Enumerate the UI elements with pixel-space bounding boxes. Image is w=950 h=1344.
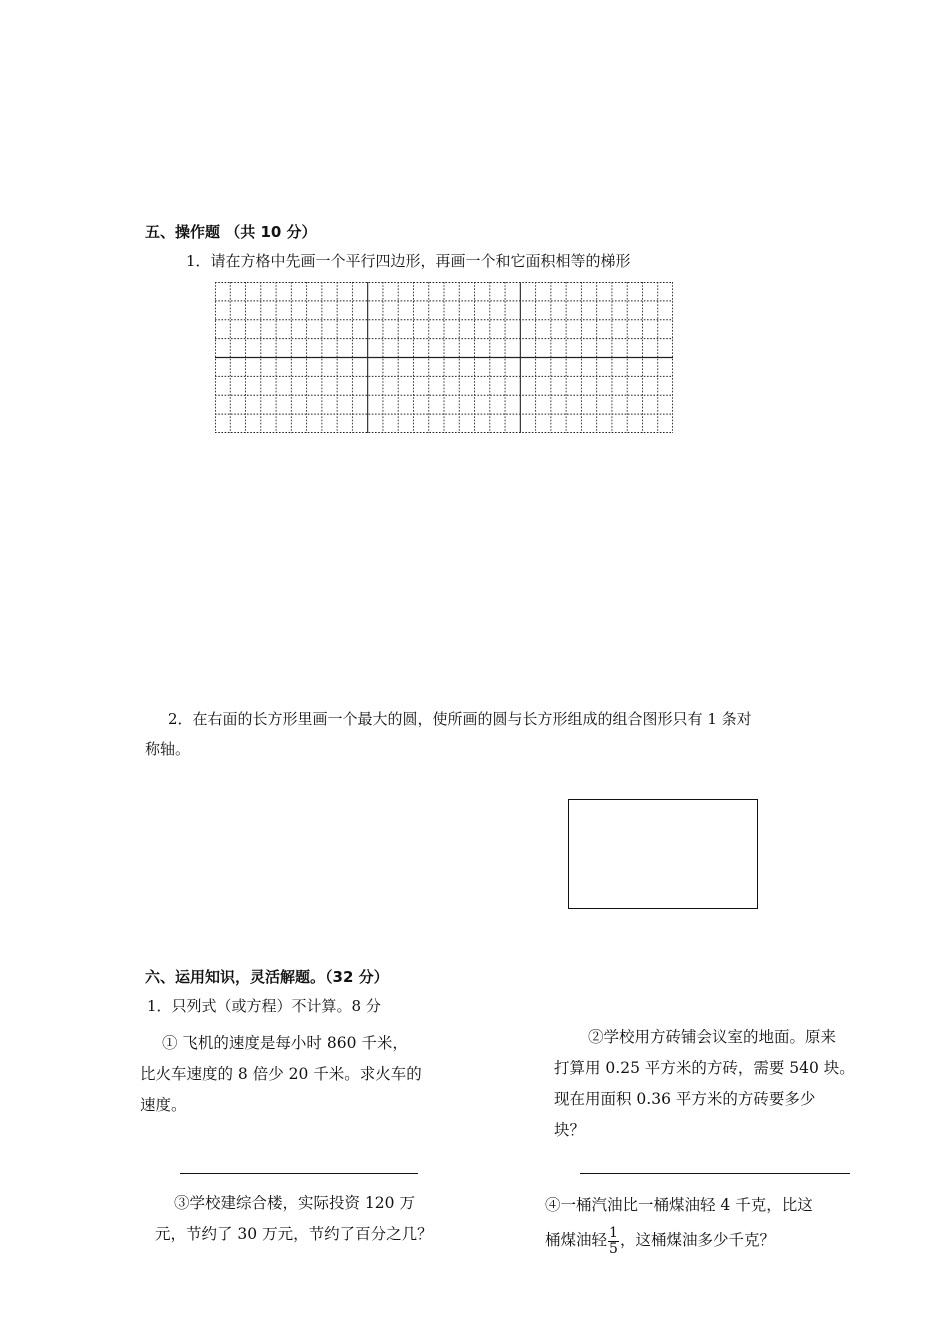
- problem-1: [140, 1028, 460, 1121]
- fraction-one-fifth: [608, 1226, 619, 1257]
- problem-4-line1: ④一桶汽油比一桶煤油轻 4 千克，比这: [545, 1196, 813, 1214]
- problem-2-line4: 块？: [554, 1121, 586, 1139]
- problem-2: [554, 1022, 854, 1146]
- problem-4-line2-pre: 桶煤油轻: [545, 1231, 608, 1249]
- problem-3-line2: 元，节约了 30 万元，节约了百分之几？: [155, 1225, 433, 1243]
- rectangle-drawing-area[interactable]: [568, 799, 758, 909]
- problem-1-line1: ① 飞机的速度是每小时 860 千米，: [162, 1034, 408, 1052]
- fraction-denominator: 5: [609, 1240, 618, 1257]
- section5-title: 五、操作题 （共 10 分）: [145, 223, 317, 241]
- fraction-numerator: 1: [609, 1224, 618, 1241]
- problem-3-line1: ③学校建综合楼，实际投资 120 万: [174, 1194, 415, 1212]
- section6-question1: 1．只列式（或方程）不计算。8 分: [147, 997, 381, 1015]
- problem-2-line1: ②学校用方砖铺会议室的地面。原来: [588, 1028, 837, 1046]
- section5-question2-line1: 2．在右面的长方形里画一个最大的圆，使所画的圆与长方形组成的组合图形只有 1 条对: [168, 710, 752, 728]
- drawing-grid[interactable]: [215, 282, 673, 433]
- problem-1-line2: 比火车速度的 8 倍少 20 千米。求火车的: [140, 1065, 422, 1083]
- problem-4-line2: [545, 1225, 865, 1257]
- section5-question1: 1．请在方格中先画一个平行四边形，再画一个和它面积相等的梯形: [186, 252, 631, 270]
- section6-title: 六、运用知识，灵活解题。（32 分）: [145, 968, 389, 986]
- answer-line-1[interactable]: [180, 1173, 418, 1174]
- answer-line-2[interactable]: [580, 1173, 850, 1174]
- problem-3: [155, 1188, 475, 1250]
- section5-question2-line2: 称轴。: [145, 740, 191, 758]
- problem-4: [545, 1190, 865, 1257]
- problem-4-line2-post: ，这桶煤油多少千克？: [619, 1231, 775, 1249]
- problem-2-line2: 打算用 0.25 平方米的方砖，需要 540 块。: [554, 1059, 855, 1077]
- problem-2-line3: 现在用面积 0.36 平方米的方砖要多少: [554, 1090, 816, 1108]
- problem-1-line3: 速度。: [140, 1096, 187, 1114]
